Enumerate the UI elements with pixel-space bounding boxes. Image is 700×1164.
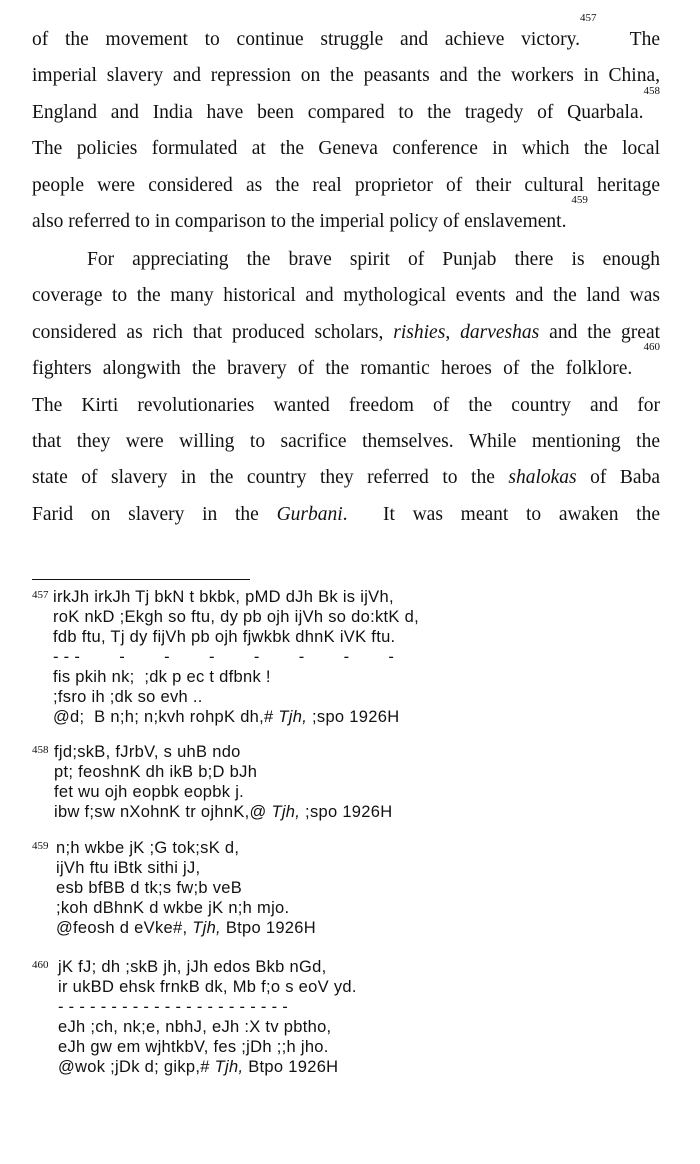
- line-text: England and India have been compared to the tragedy of Quarbala.: [32, 101, 644, 123]
- text-line: people were considered as the real proprietor of their cultural heritage: [32, 174, 660, 196]
- text-line: coverage to the many historical and mythological events and the land was: [32, 285, 660, 307]
- footnote-line: fjd;skB, fJrbV, s uhB ndo: [54, 743, 241, 761]
- footnote-459: [32, 838, 316, 938]
- footnote-line: ;fsro ih ;dk so evh ..: [53, 688, 203, 706]
- footnote-line: esb bfBB d tk;s fw;b veB: [56, 879, 243, 897]
- citation-text: ibw f;sw nXohnK tr ojhnK,@: [54, 803, 272, 821]
- footnote-458: [32, 742, 392, 822]
- footnote-line: pt; feoshnK dh ikB b;D bJh: [54, 763, 258, 781]
- footnote-citation: [32, 918, 316, 938]
- line-text: also referred to in comparison to the imperial policy of enslavement.: [32, 210, 572, 232]
- footnote-ref-460[interactable]: 460: [643, 341, 660, 354]
- footnote-line: n;h wkbe jK ;G tok;sK d,: [56, 839, 240, 857]
- footnote-separator: [32, 579, 250, 580]
- footnote-line: - - - - - - - - - -: [53, 648, 395, 666]
- line-text: state of slavery in the country they referred to the: [32, 467, 509, 489]
- citation-source: Tjh,: [271, 803, 301, 821]
- italic-term: rishies: [393, 321, 446, 343]
- text-line: [32, 460, 660, 496]
- footnote-line: ;koh dBhnK d wkbe jK n;h mjo.: [56, 899, 290, 917]
- citation-source: Tjh,: [214, 1058, 244, 1076]
- text-line: [32, 315, 661, 354]
- text-line: [32, 193, 660, 240]
- footnote-number: 460: [32, 959, 49, 971]
- italic-term: darveshas: [460, 321, 540, 343]
- text-line: imperial slavery and repression on the peasants and the workers in China,: [32, 65, 660, 87]
- text-line: The Kirti revolutionaries wanted freedom of the country and for: [32, 394, 660, 416]
- footnote-line: ir ukBD ehsk frnkB dk, Mb f;o s eoV yd.: [58, 978, 357, 996]
- footnote-citation: [32, 1057, 357, 1077]
- footnote-number: 457: [32, 589, 49, 601]
- line-text: considered as rich that produced scholars,: [32, 321, 394, 343]
- text-line: [32, 84, 660, 131]
- text-line: [32, 12, 660, 58]
- footnote-line: fdb ftu, Tj dy fijVh pb ojh fjwkbk dhnK iVK ftu.: [53, 628, 396, 646]
- line-text: ,: [445, 321, 461, 343]
- footnote-line: irkJh irkJh Tj bkN t bkbk, pMD dJh Bk is ijVh,: [53, 588, 394, 606]
- line-text: . It was meant to awaken the: [342, 503, 660, 525]
- line-text: fighters alongwith the bravery of the romantic heroes of the folklore.: [32, 358, 644, 380]
- text-line: The policies formulated at the Geneva conference in which the local: [32, 138, 660, 160]
- citation-text: @feosh d eVke#,: [56, 919, 193, 937]
- footnote-number: 459: [32, 840, 49, 852]
- footnote-457: [32, 587, 419, 727]
- paragraph-2: [32, 242, 660, 533]
- footnote-line: jK fJ; dh ;skB jh, jJh edos Bkb nGd,: [58, 958, 327, 976]
- footnote-line: roK nkD ;Ekgh so ftu, dy pb ojh ijVh so do:ktK d,: [53, 608, 419, 626]
- text-line: For appreciating the brave spirit of Punjab there is enough: [87, 249, 660, 270]
- citation-text: @wok ;jDk d; gikp,#: [58, 1058, 215, 1076]
- footnote-ref-457[interactable]: 457: [580, 12, 597, 24]
- footnote-ref-458[interactable]: 458: [643, 84, 660, 97]
- footnote-line: fet wu ojh eopbk eopbk j.: [54, 783, 245, 801]
- footnote-citation: [32, 707, 419, 727]
- citation-date: ;spo 1926H: [307, 708, 400, 726]
- footnote-line: ijVh ftu iBtk sithi jJ,: [56, 859, 201, 877]
- italic-term: shalokas: [508, 467, 577, 489]
- footnote-citation: [32, 802, 392, 822]
- italic-term: Gurbani: [276, 503, 343, 525]
- footnote-line: fis pkih nk; ;dk p ec t dfbnk !: [53, 668, 271, 686]
- citation-date: ;spo 1926H: [300, 803, 393, 821]
- citation-date: Btpo 1926H: [243, 1058, 339, 1076]
- citation-source: Tjh,: [278, 708, 308, 726]
- footnote-number: 458: [32, 744, 49, 756]
- citation-source: Tjh,: [192, 919, 221, 937]
- footnote-line: eJh ;ch, nk;e, nbhJ, eJh :X tv pbtho,: [58, 1018, 332, 1036]
- footnote-ref-459[interactable]: 459: [571, 193, 588, 206]
- line-text: Farid on slavery in the: [32, 503, 277, 525]
- paragraph-1: [32, 12, 660, 240]
- text-line: [32, 497, 660, 533]
- footnote-460: [32, 957, 357, 1077]
- text-line: [32, 341, 660, 387]
- footnote-line: eJh gw em wjhtkbV, fes ;jDh ;;h jho.: [58, 1038, 329, 1056]
- text-line: that they were willing to sacrifice themselves. While mentioning the: [32, 430, 660, 452]
- footnote-line: - - - - - - - - - - - - - - - - - - - - - -: [58, 998, 289, 1016]
- line-text: and the great: [539, 321, 661, 343]
- citation-date: Btpo 1926H: [220, 919, 316, 937]
- line-text: of the movement to continue struggle and achieve victory.: [32, 29, 581, 50]
- line-text: of Baba: [576, 467, 660, 489]
- citation-text: @d; B n;h; n;kvh rohpK dh,#: [53, 708, 279, 726]
- line-text: The: [596, 29, 660, 50]
